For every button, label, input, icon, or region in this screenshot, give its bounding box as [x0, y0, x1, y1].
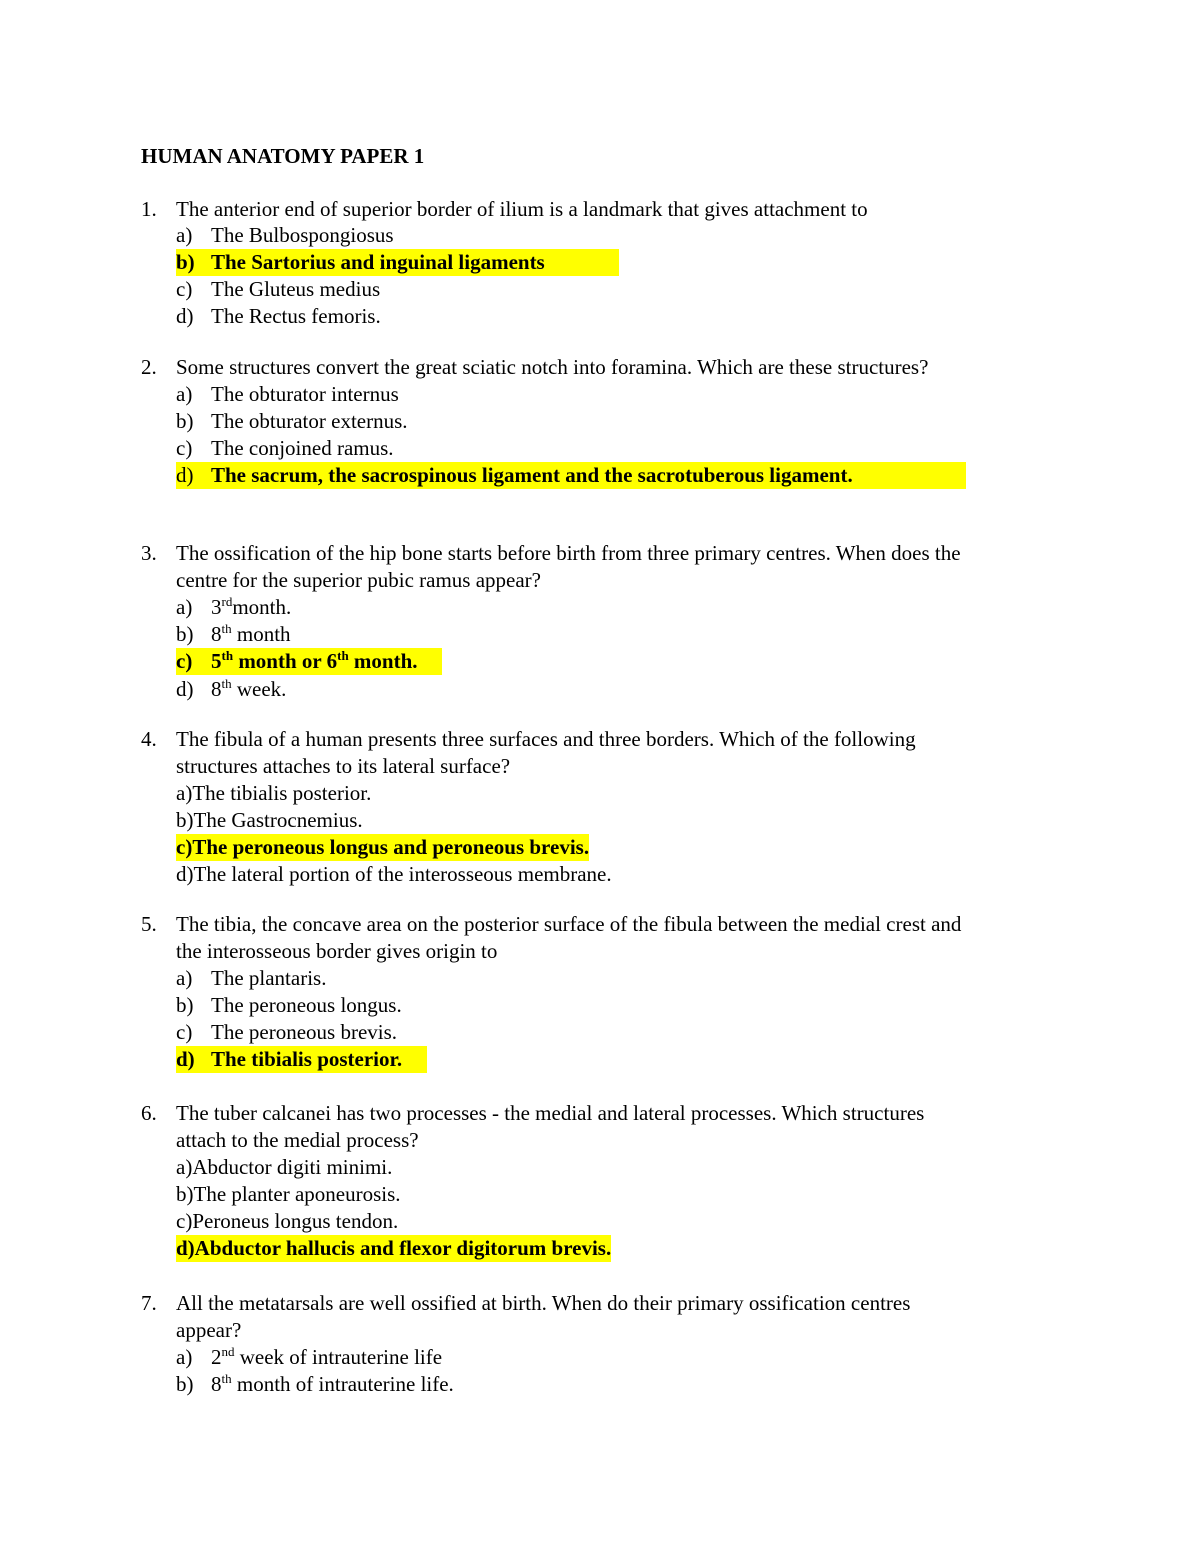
option-letter: d) — [176, 463, 194, 487]
question-text: Some structures convert the great sciatic notch into foramina. Which are these structures? — [176, 355, 929, 379]
option-text: b)The Gastrocnemius. — [176, 808, 363, 832]
option-text: The Rectus femoris. — [211, 304, 381, 328]
option-text: The obturator externus. — [211, 409, 408, 433]
option-letter: d) — [176, 1047, 195, 1071]
question-text: structures attaches to its lateral surface? — [176, 754, 511, 778]
question-text: the interosseous border gives origin to — [176, 939, 498, 963]
option-text: 8th week. — [211, 676, 287, 701]
option-text: The Gluteus medius — [211, 277, 381, 301]
correct-option-text: The tibialis posterior. — [211, 1047, 403, 1071]
option-text: b)The planter aponeurosis. — [176, 1182, 401, 1206]
question-number: 4. — [141, 727, 157, 751]
question-text: attach to the medial process? — [176, 1128, 419, 1152]
option-letter: a) — [176, 1345, 193, 1369]
option-text: The conjoined ramus. — [211, 436, 394, 460]
option-letter: a) — [176, 382, 193, 406]
option-letter: b) — [176, 409, 194, 433]
question-number: 2. — [141, 355, 157, 379]
option-letter: a) — [176, 223, 193, 247]
option-text: a)The tibialis posterior. — [176, 781, 372, 805]
option-text: a)Abductor digiti minimi. — [176, 1155, 393, 1179]
correct-option-text: 5th month or 6th month. — [211, 648, 418, 673]
question-text: All the metatarsals are well ossified at birth. When do their primary ossification centres — [176, 1291, 911, 1315]
option-text: The Bulbospongiosus — [211, 223, 394, 247]
option-text: 2nd week of intrauterine life — [211, 1344, 443, 1369]
option-letter: c) — [176, 277, 193, 301]
correct-option-text: d)Abductor hallucis and flexor digitorum brevis. — [176, 1236, 612, 1260]
option-text: The peroneous brevis. — [211, 1020, 398, 1044]
option-text: The plantaris. — [211, 966, 327, 990]
option-letter: a) — [176, 595, 193, 619]
option-text: c)Peroneus longus tendon. — [176, 1209, 399, 1233]
page-title: HUMAN ANATOMY PAPER 1 — [141, 144, 425, 168]
option-text: The obturator internus — [211, 382, 399, 406]
question-text: The ossification of the hip bone starts before birth from three primary centres. When does the — [176, 541, 961, 565]
question-text: The anterior end of superior border of ilium is a landmark that gives attachment to — [176, 197, 868, 221]
option-text: 3rdmonth. — [211, 594, 292, 619]
question-number: 3. — [141, 541, 157, 565]
option-text: 8th month of intrauterine life. — [211, 1371, 454, 1396]
question-text: The tuber calcanei has two processes - the medial and lateral processes. Which structures — [176, 1101, 925, 1125]
question-text: appear? — [176, 1318, 242, 1342]
question-number: 6. — [141, 1101, 157, 1125]
question-text: centre for the superior pubic ramus appear? — [176, 568, 541, 592]
option-letter: c) — [176, 1020, 193, 1044]
question-text: The tibia, the concave area on the posterior surface of the fibula between the medial crest and — [176, 912, 962, 936]
question-number: 1. — [141, 197, 157, 221]
option-letter: b) — [176, 622, 194, 646]
option-letter: d) — [176, 677, 194, 701]
question-number: 5. — [141, 912, 157, 936]
option-letter: b) — [176, 250, 195, 274]
option-letter: c) — [176, 649, 193, 673]
option-text: The peroneous longus. — [211, 993, 402, 1017]
question-number: 7. — [141, 1291, 157, 1315]
option-letter: b) — [176, 1372, 194, 1396]
correct-option-text: The sacrum, the sacrospinous ligament and the sacrotuberous ligament. — [211, 463, 853, 487]
correct-option-text: The Sartorius and inguinal ligaments — [211, 250, 545, 274]
option-letter: c) — [176, 436, 193, 460]
option-text: 8th month — [211, 621, 291, 646]
question-text: The fibula of a human presents three surfaces and three borders. Which of the following — [176, 727, 916, 751]
option-letter: b) — [176, 993, 194, 1017]
option-text: d)The lateral portion of the interosseous membrane. — [176, 862, 612, 886]
option-letter: d) — [176, 304, 194, 328]
option-letter: a) — [176, 966, 193, 990]
correct-option-text: c)The peroneous longus and peroneous brevis. — [176, 835, 590, 859]
